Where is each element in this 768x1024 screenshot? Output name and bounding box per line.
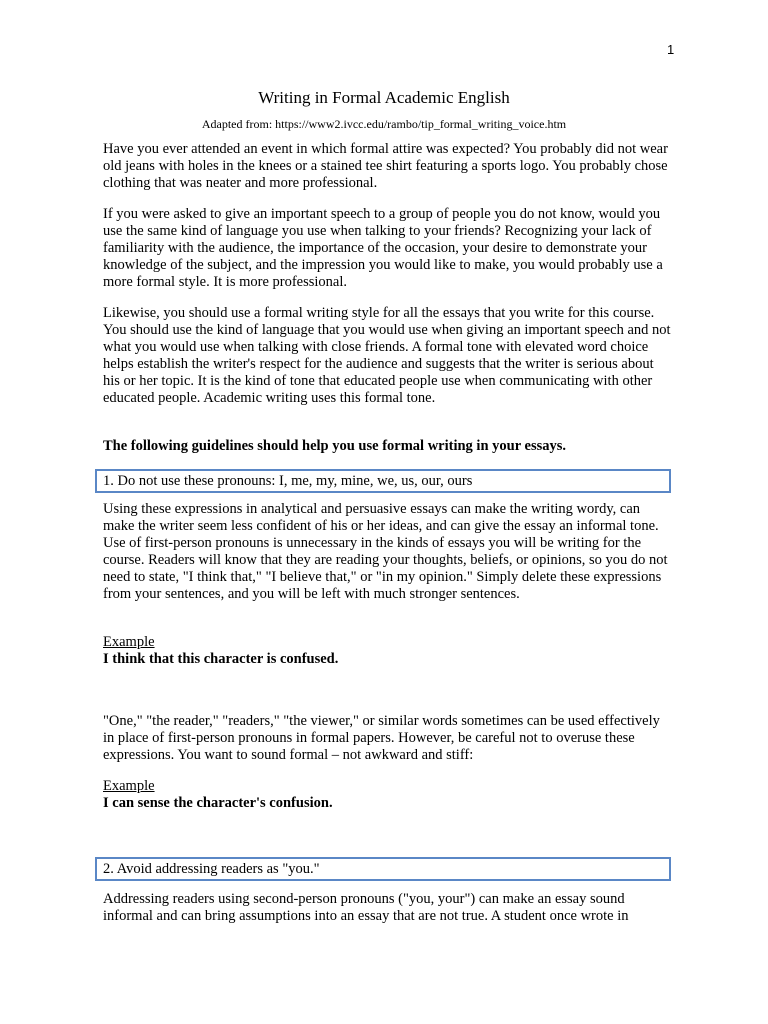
example-2-text: I can sense the character's confusion.	[103, 795, 333, 811]
paragraph-speech: If you were asked to give an important speech to a group of people you do not know, would you use the same kind of language you use when talking to your friends? Recognizing your lack of familiarity with the audience, the importance of the occasion, your desire to demonstrate your knowledge of the subject, and the impression you would like to make, you would probably use a more formal style. It is more professional.	[103, 206, 663, 290]
guidelines-intro: The following guidelines should help you use formal writing in your essays.	[103, 438, 567, 454]
paragraph-formal-attire: Have you ever attended an event in which formal attire was expected? You probably did not wear old jeans with holes in the knees or a stained tee shirt featuring a sports logo. You probably chose clothing that was neater and more professional.	[103, 141, 668, 191]
section-2-body: Addressing readers using second-person pronouns ("you, your") can make an essay sound informal and can bring assumptions into an essay that are not true. A student once wrote in	[103, 891, 629, 924]
section-1-heading: 1. Do not use these pronouns: I, me, my, mine, we, us, our, ours	[95, 469, 671, 493]
page-number: 1	[667, 42, 675, 57]
paragraph-formal-style: Likewise, you should use a formal writing style for all the essays that you write for this course. You should use the kind of language that you would use when giving an important speech and not what you would use when talking with close friends. A formal tone with elevated word choice helps establish the writer's respect for the audience and suggests that the writer is serious about his or her topic. It is the kind of tone that educated people use when communicating with other educated people. Academic writing uses this formal tone.	[103, 305, 671, 406]
example-1-text: I think that this character is confused.	[103, 651, 339, 667]
section-1-body: Using these expressions in analytical and persuasive essays can make the writing wordy, can make the writer seem less confident of his or her ideas, and can give the essay an informal tone. Use of first-person pronouns is unnecessary in the kinds of essays you will be writing for the course. Readers will know that they are reading your thoughts, beliefs, or opinions, so you do not need to state, "I think that," "I believe that," or "in my opinion." Simply delete these expressions from your sentences, and you will be left with much stronger sentences.	[103, 501, 668, 602]
section-1-body-2: "One," "the reader," "readers," "the viewer," or similar words sometimes can be used effectively in place of first-person pronouns in formal papers. However, be careful not to overuse these expressions. You want to sound formal – not awkward and stiff:	[103, 713, 660, 763]
source-line: Adapted from: https://www2.ivcc.edu/rambo/tip_formal_writing_voice.htm	[201, 117, 567, 131]
example-1-label: Example	[103, 634, 155, 650]
document-title: Writing in Formal Academic English	[258, 88, 510, 107]
example-2-label: Example	[103, 778, 155, 794]
section-2-heading: 2. Avoid addressing readers as "you."	[95, 857, 671, 881]
